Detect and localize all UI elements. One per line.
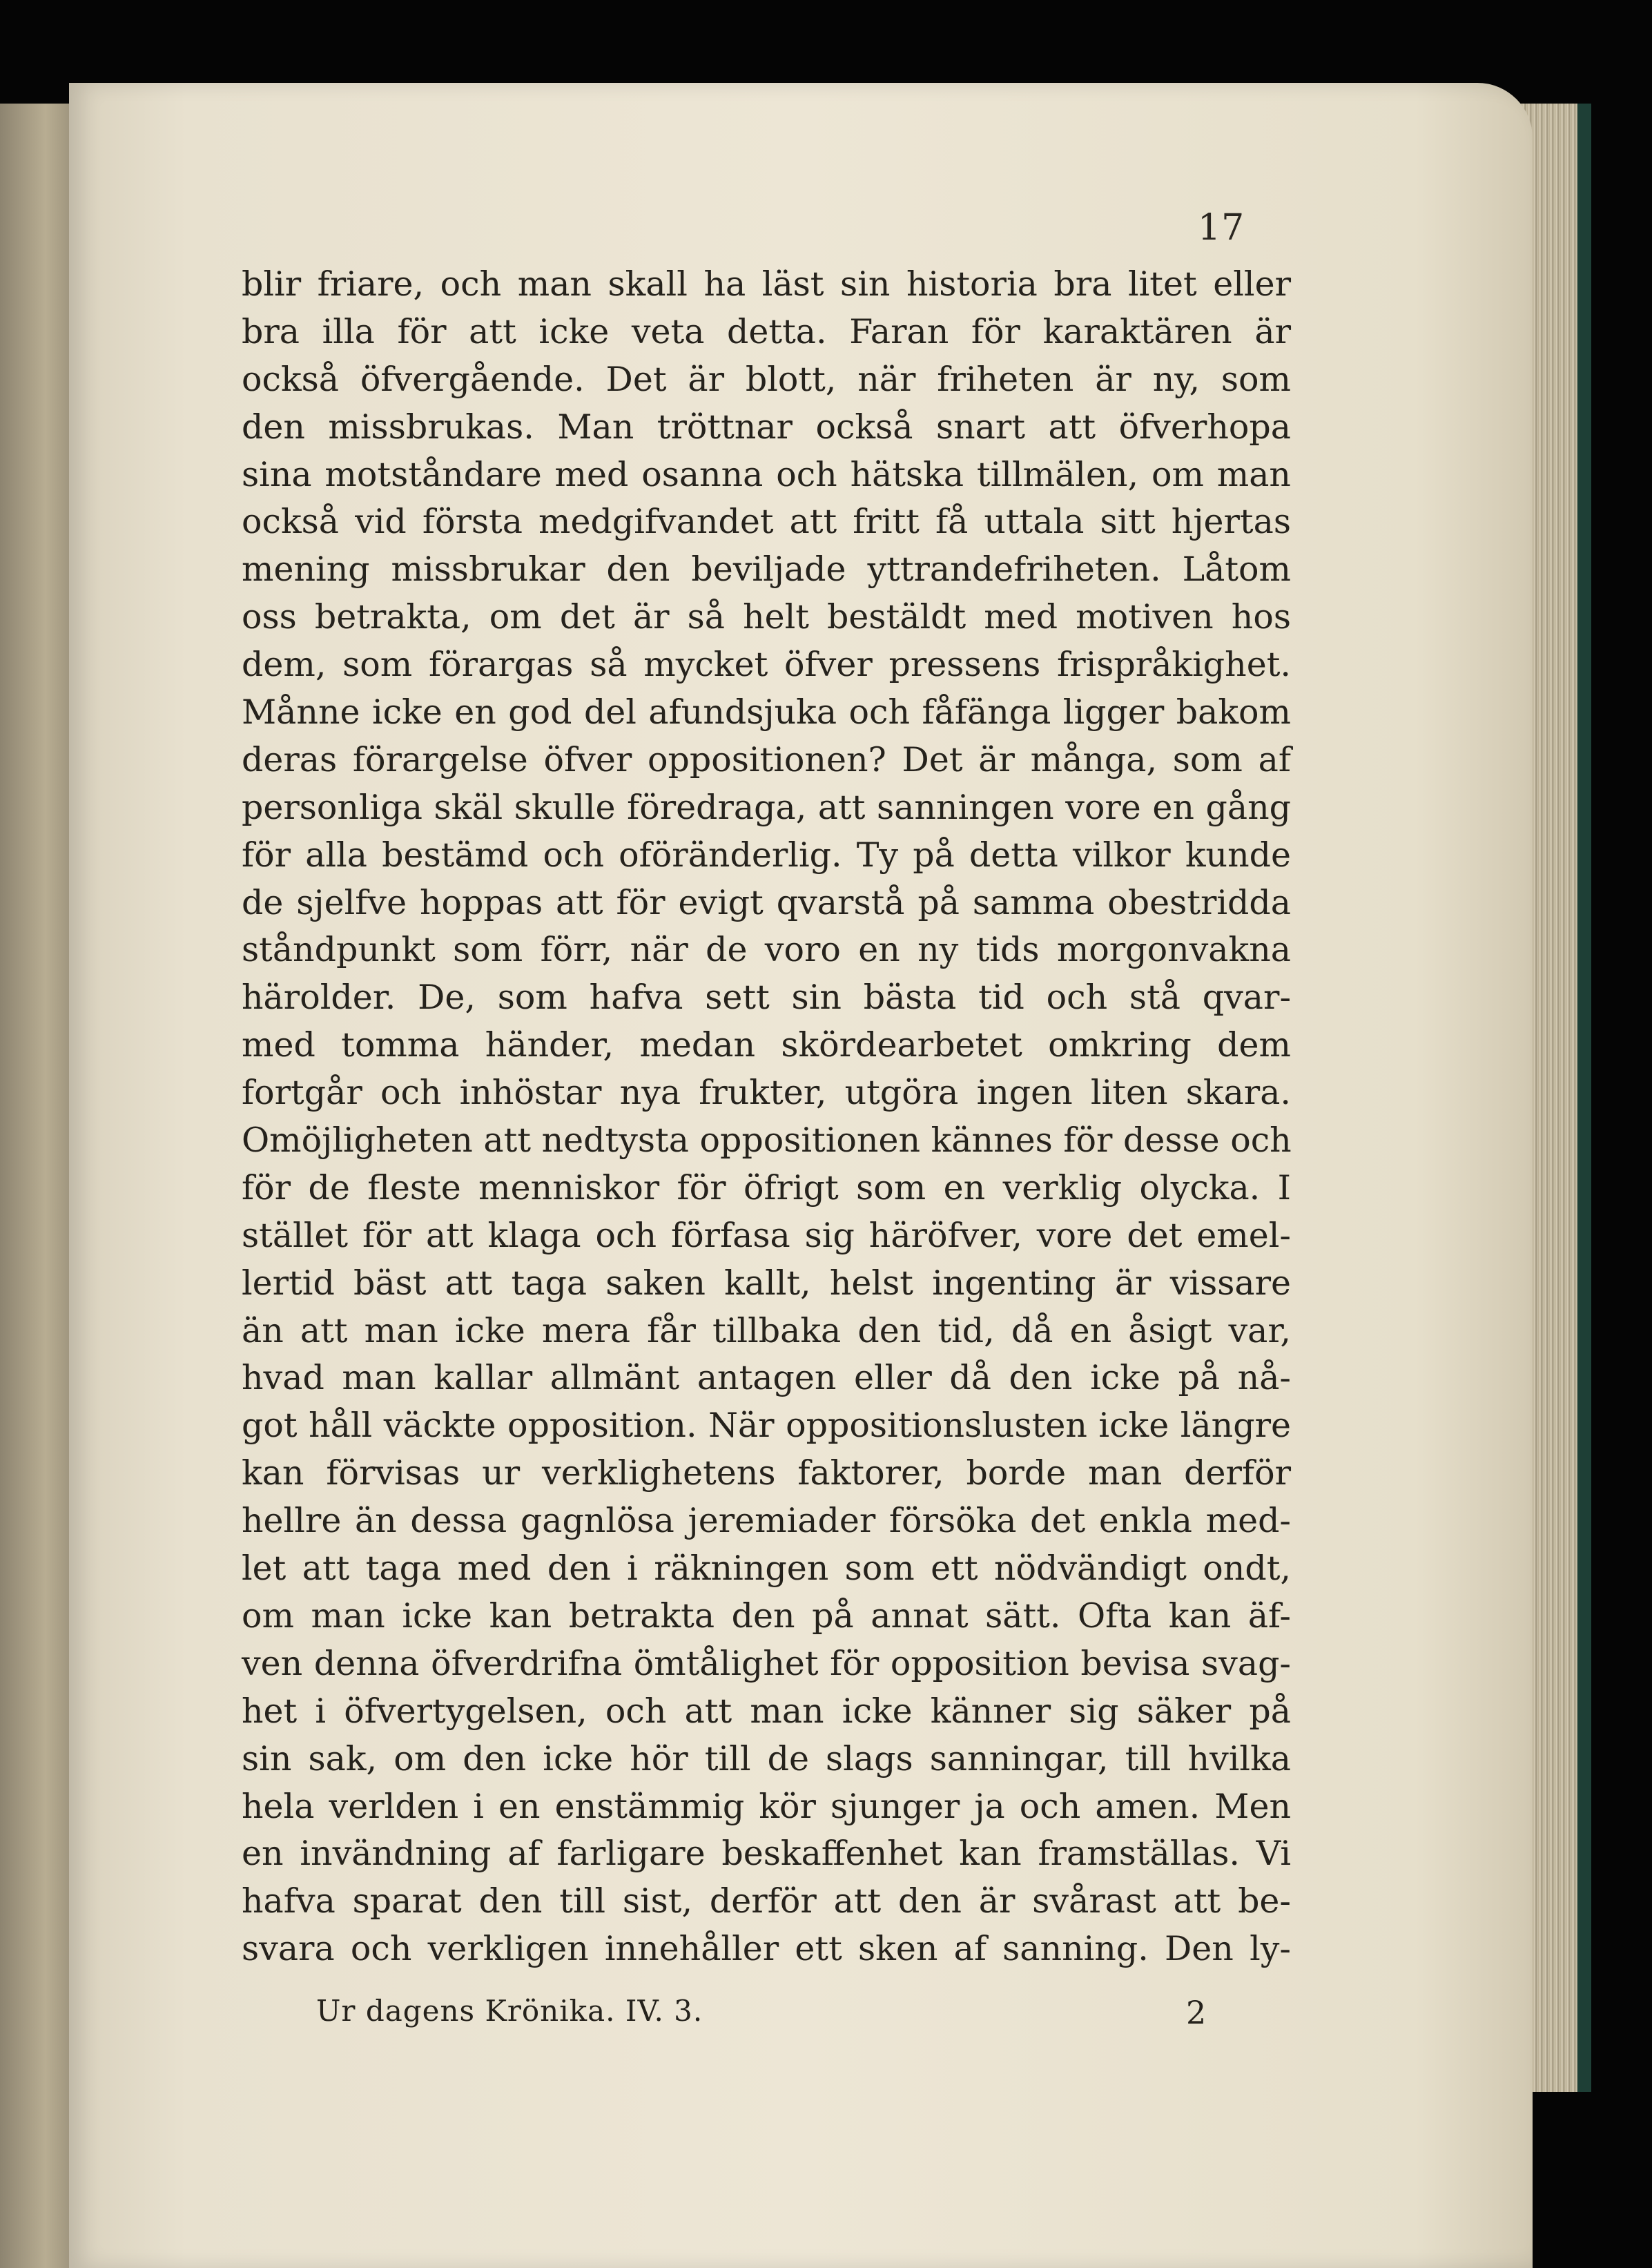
text-line: ståndpunkt som förr, när de voro en ny tids morgonvakna: [242, 930, 1291, 970]
text-line: också öfvergående. Det är blott, när friheten är ny, som: [242, 359, 1291, 399]
text-line: dem, som förargas så mycket öfver pressens frispråkighet.: [242, 645, 1291, 685]
text-line: sina motståndare med osanna och hätska tillmälen, om man: [242, 454, 1291, 494]
text-line: också vid första medgifvandet att fritt få uttala sitt hjertas: [242, 502, 1291, 542]
text-line: om man icke kan betrakta den på annat sätt. Ofta kan äf-: [242, 1596, 1291, 1636]
text-line: bra illa för att icke veta detta. Faran för karaktären är: [242, 311, 1291, 351]
text-line: personliga skäl skulle föredraga, att sanningen vore en gång: [242, 787, 1291, 827]
text-line: hvad man kallar allmänt antagen eller då den icke på nå-: [242, 1358, 1291, 1398]
text-line: let att taga med den i räkningen som ett nödvändigt ondt,: [242, 1549, 1291, 1589]
text-line: än att man icke mera får tillbaka den tid, då en åsigt var,: [242, 1310, 1291, 1350]
page-footer: [242, 1994, 1291, 2035]
text-line: lertid bäst att taga saken kallt, helst ingenting är vissare: [242, 1263, 1291, 1303]
text-line: het i öfvertygelsen, och att man icke känner sig säker på: [242, 1691, 1291, 1731]
text-line: sin sak, om den icke hör till de slags sanningar, till hvilka: [242, 1738, 1291, 1778]
text-line: hela verlden i en enstämmig kör sjunger ja och amen. Men: [242, 1786, 1291, 1826]
text-line: oss betrakta, om det är så helt bestäldt med motiven hos: [242, 597, 1291, 637]
text-line: mening missbrukar den beviljade yttrandefriheten. Låtom: [242, 550, 1291, 590]
body-text: [242, 261, 1291, 1973]
page-number: 17: [1198, 207, 1245, 249]
text-line: stället för att klaga och förfasa sig häröfver, vore det emel-: [242, 1215, 1291, 1255]
book-cover-edge: [1577, 104, 1591, 2092]
text-line: fortgår och inhöstar nya frukter, utgöra ingen liten skara.: [242, 1073, 1291, 1113]
text-line: den missbrukas. Man tröttnar också snart att öfverhopa: [242, 407, 1291, 447]
text-line: för de fleste menniskor för öfrigt som en verklig olycka. I: [242, 1167, 1291, 1208]
footer-title: Ur dagens Krönika. IV. 3.: [316, 1994, 703, 2028]
text-line: deras förargelse öfver oppositionen? Det är många, som af: [242, 739, 1291, 779]
text-line: med tomma händer, medan skördearbetet omkring dem: [242, 1025, 1291, 1065]
signature-mark: 2: [1186, 1994, 1207, 2031]
text-line: Månne icke en god del afundsjuka och fåfänga ligger bakom: [242, 692, 1291, 733]
text-line: de sjelfve hoppas att för evigt qvarstå på samma obestridda: [242, 882, 1291, 922]
text-line: blir friare, och man skall ha läst sin historia bra litet eller: [242, 264, 1291, 304]
text-line: kan förvisas ur verklighetens faktorer, borde man derför: [242, 1453, 1291, 1493]
text-line: hellre än dessa gagnlösa jeremiader försöka det enkla med-: [242, 1501, 1291, 1541]
text-line: hafva sparat den till sist, derför att den är svårast att be-: [242, 1881, 1291, 1921]
text-line: en invändning af farligare beskaffenhet kan framställas. Vi: [242, 1834, 1291, 1874]
text-line: Omöjligheten att nedtysta oppositionen kännes för desse och: [242, 1121, 1292, 1161]
previous-page-edge: [0, 104, 76, 2268]
text-line: för alla bestämd och oföränderlig. Ty på detta vilkor kunde: [242, 835, 1291, 875]
text-line: svara och verkligen innehåller ett sken af sanning. Den ly-: [242, 1929, 1291, 1969]
text-line: ven denna öfverdrifna ömtålighet för opposition bevisa svag-: [242, 1643, 1291, 1683]
text-line: got håll väckte opposition. När oppositionslusten icke längre: [242, 1406, 1291, 1446]
text-line: härolder. De, som hafva sett sin bästa tid och stå qvar-: [242, 978, 1291, 1018]
